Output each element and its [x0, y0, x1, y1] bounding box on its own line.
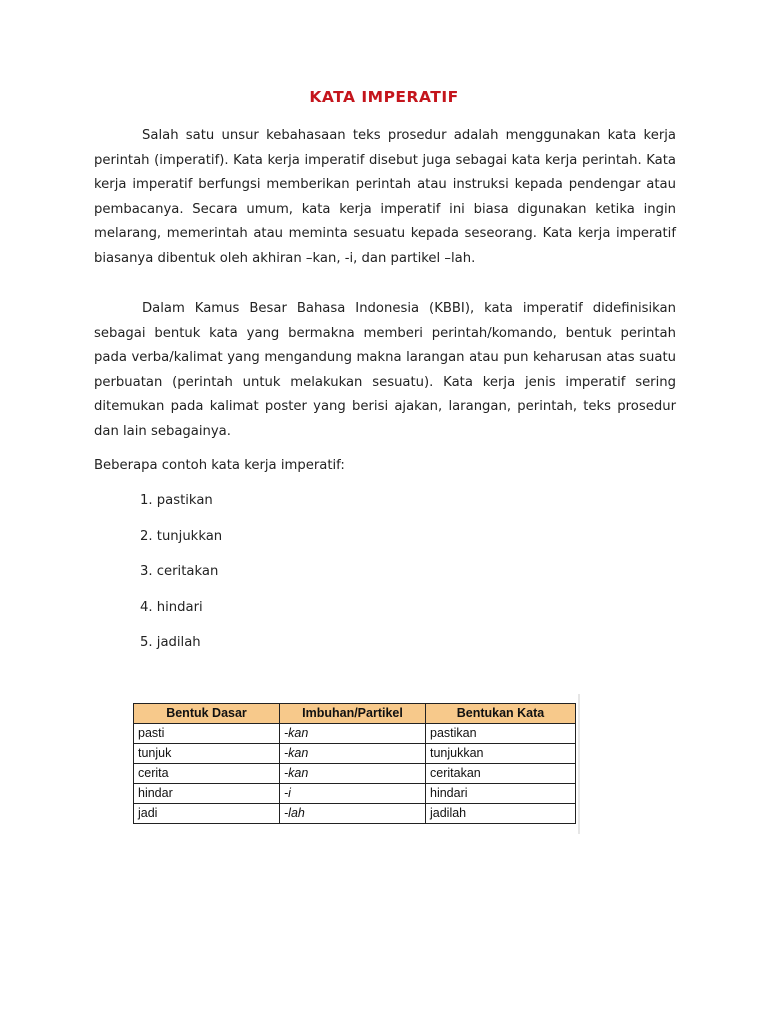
list-item: 2. tunjukkan — [140, 528, 223, 544]
list-item: 1. pastikan — [140, 493, 213, 508]
table-header-cell: Imbuhan/Partikel — [280, 704, 426, 724]
table-header-cell: Bentuk Dasar — [134, 704, 280, 724]
table-row — [134, 784, 576, 804]
table-cell: -lah — [280, 804, 426, 824]
table-row — [134, 744, 576, 764]
paragraph-1: Salah satu unsur kebahasaan teks prosedur adalah menggunakan kata kerja perintah (imperatif). Kata kerja imperatif disebut juga sebagai kata kerja perintah. Kata kerja imperatif berfungsi memberikan perintah atau instruksi kepada pendengar atau pembacanya. Secara umum, kata kerja imperatif ini biasa digunakan ketika ingin melarang, memerintah atau meminta sesuatu kepada seseorang. Kata kerja imperatif biasanya dibentuk oleh akhiran –kan, -i, dan partikel –lah. — [94, 128, 676, 266]
table-cell: jadilah — [426, 804, 576, 824]
examples-list — [140, 489, 222, 667]
imperative-table — [133, 703, 576, 824]
list-item: 5. jadilah — [140, 635, 201, 651]
table-cell: -i — [280, 784, 426, 804]
table-cell: hindar — [134, 784, 280, 804]
table-cell: jadi — [134, 804, 280, 824]
table-cell: tunjukkan — [426, 744, 576, 764]
table-cell: pastikan — [426, 724, 576, 744]
page-title: KATA IMPERATIF — [309, 88, 459, 106]
examples-intro: Beberapa contoh kata kerja imperatif: — [94, 458, 345, 473]
table-cell: -kan — [280, 764, 426, 784]
list-item: 3. ceritakan — [140, 564, 219, 580]
table-row — [134, 724, 576, 744]
table-row — [134, 804, 576, 824]
table-cell: -kan — [280, 724, 426, 744]
table-cell: hindari — [426, 784, 576, 804]
list-item: 4. hindari — [140, 599, 203, 615]
table-header-row — [134, 704, 576, 724]
table-cell: -kan — [280, 744, 426, 764]
table-row — [134, 764, 576, 784]
table-cell: pasti — [134, 724, 280, 744]
paragraph-2: Dalam Kamus Besar Bahasa Indonesia (KBBI), kata imperatif didefinisikan sebagai bentuk kata yang bermakna memberi perintah/komando, bentuk perintah pada verba/kalimat yang mengandung makna larangan atau pun keharusan atas suatu perbuatan (perintah untuk melakukan sesuatu). Kata kerja jenis imperatif sering ditemukan pada kalimat poster yang berisi ajakan, larangan, perintah, teks prosedur dan lain sebagainya. — [94, 301, 676, 439]
table-header-cell: Bentukan Kata — [426, 704, 576, 724]
table-container — [133, 703, 576, 824]
table-cell: cerita — [134, 764, 280, 784]
table-cell: tunjuk — [134, 744, 280, 764]
table-shadow — [578, 694, 580, 834]
table-cell: ceritakan — [426, 764, 576, 784]
